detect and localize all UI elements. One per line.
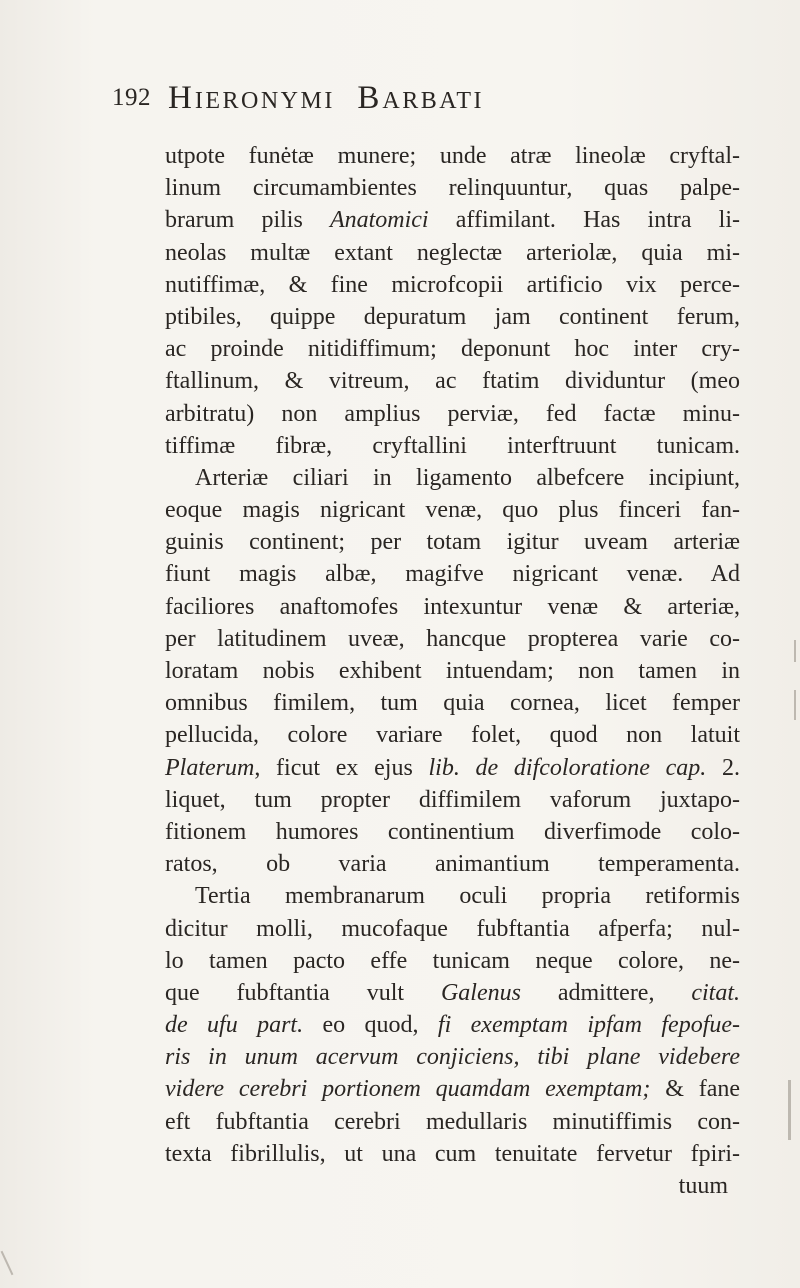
- running-head: [168, 80, 484, 117]
- line-text: ptibiles, quippe depuratum jam continent ferum,: [165, 303, 740, 330]
- italic-text: videre cerebri portionem quamdam exemptam;: [165, 1076, 651, 1103]
- line-text: neolas multæ extant neglectæ arteriolæ, quia mi-: [165, 239, 740, 266]
- text-line: [165, 719, 740, 751]
- text-line: [165, 655, 740, 687]
- italic-text: Platerum: [165, 754, 255, 781]
- line-text: ac proinde nitidiffimum; deponunt hoc inter cry-: [165, 336, 740, 363]
- text-line: [165, 880, 740, 912]
- page-mark-right-3: [788, 1080, 791, 1140]
- text-line: [165, 945, 740, 977]
- line-text: 2.: [706, 754, 740, 781]
- italic-text: ris in unum acervum conjiciens, tibi plane videbere: [165, 1044, 740, 1071]
- text-line: [165, 1009, 740, 1041]
- line-text: lo tamen pacto effe tunicam neque colore, ne-: [165, 947, 740, 974]
- text-line: [165, 333, 740, 365]
- text-line: [165, 558, 740, 590]
- text-line: [165, 1138, 740, 1170]
- running-head-initial-1: H: [168, 80, 195, 116]
- text-line: [165, 1073, 740, 1105]
- text-line: [165, 365, 740, 397]
- line-text: faciliores anaftomofes intexuntur venæ & arteriæ,: [165, 593, 740, 620]
- text-line: [165, 204, 740, 236]
- text-line: [165, 1170, 740, 1202]
- text-line: [165, 977, 740, 1009]
- italic-text: Anatomici: [329, 207, 429, 234]
- line-text: affimilant. Has intra li-: [428, 207, 740, 234]
- italic-text: fi exemptam ipfam fepofue-: [437, 1012, 741, 1039]
- text-line: [165, 140, 740, 172]
- page-header: [112, 80, 712, 124]
- line-text: Arteriæ ciliari in ligamento albefcere incipiunt,: [195, 464, 740, 491]
- italic-text: Galenus: [440, 979, 521, 1006]
- text-line: [165, 848, 740, 880]
- text-line: [165, 301, 740, 333]
- line-text: eoque magis nigricant venæ, quo plus finceri fan-: [165, 497, 740, 524]
- line-text: per latitudinem uveæ, hancque propterea varie co-: [165, 625, 740, 652]
- line-text: linum circumambientes relinquuntur, quas palpe-: [165, 175, 740, 202]
- page-number: 192: [112, 84, 151, 111]
- running-head-rest-2: ARBATI: [382, 88, 485, 114]
- text-line: [165, 687, 740, 719]
- text-line: [165, 398, 740, 430]
- text-line: [165, 1041, 740, 1073]
- italic-text: lib. de difcoloratione cap.: [428, 754, 707, 781]
- line-text: loratam nobis exhibent intuendam; non tamen in: [165, 658, 740, 684]
- line-text: liquet, tum propter diffimilem vaforum juxtapo-: [165, 786, 740, 813]
- page-mark-right-1: [794, 640, 796, 662]
- text-line: [165, 816, 740, 848]
- italic-text: de ufu part.: [165, 1012, 304, 1039]
- text-line: [165, 172, 740, 204]
- running-head-initial-2: B: [357, 80, 383, 116]
- line-text: ftallinum, & vitreum, ac ftatim dividuntur (meo: [165, 368, 740, 395]
- page-mark-right-2: [794, 690, 796, 720]
- line-text: Tertia membranarum oculi propria retiformis: [195, 883, 740, 910]
- text-line: [165, 269, 740, 301]
- line-text: guinis continent; per totam igitur uveam arteriæ: [165, 529, 740, 556]
- line-text: arbitratu) non amplius perviæ, fed factæ minu-: [165, 400, 740, 427]
- line-text: admittere,: [520, 979, 692, 1006]
- line-text: tiffimæ fibræ, cryftallini interftruunt tunicam.: [165, 432, 740, 459]
- text-line: [165, 430, 740, 462]
- italic-text: citat.: [691, 979, 741, 1006]
- line-text: eft fubftantia cerebri medullaris minutiffimis con-: [165, 1108, 740, 1135]
- text-line: [165, 1106, 740, 1138]
- line-text: utpote funėtæ munere; unde atræ lineolæ cryftal-: [165, 143, 740, 169]
- line-text: fitionem humores continentium diverfimode colo-: [165, 818, 740, 845]
- line-text: pellucida, colore variare folet, quod non latuit: [165, 722, 740, 749]
- text-line: [165, 462, 740, 494]
- line-text: nutiffimæ, & fine microfcopii artificio vix perce-: [165, 271, 740, 298]
- body-text: [165, 140, 740, 1202]
- text-line: [165, 784, 740, 816]
- line-text: tuum: [678, 1173, 728, 1199]
- page-mark-bottom-left: [1, 1251, 14, 1275]
- text-line: [165, 623, 740, 655]
- text-line: [165, 237, 740, 269]
- text-line: [165, 494, 740, 526]
- text-line: [165, 526, 740, 558]
- line-text: , ficut ex ejus: [254, 754, 429, 781]
- line-text: omnibus fimilem, tum quia cornea, licet femper: [165, 690, 740, 717]
- line-text: fiunt magis albæ, magifve nigricant venæ. Ad: [165, 561, 740, 588]
- running-head-rest-1: IERONYMI: [194, 88, 335, 114]
- line-text: ratos, ob varia animantium temperamenta.: [165, 851, 740, 878]
- line-text: eo quod,: [303, 1012, 438, 1039]
- text-line: [165, 752, 740, 784]
- line-text: que fubftantia vult: [165, 979, 441, 1006]
- text-line: [165, 913, 740, 945]
- text-line: [165, 591, 740, 623]
- line-text: & fane: [650, 1076, 741, 1103]
- line-text: dicitur molli, mucofaque fubftantia afperfa; nul-: [165, 915, 740, 942]
- line-text: brarum pilis: [165, 207, 330, 234]
- line-text: texta fibrillulis, ut una cum tenuitate fervetur fpiri-: [165, 1140, 740, 1167]
